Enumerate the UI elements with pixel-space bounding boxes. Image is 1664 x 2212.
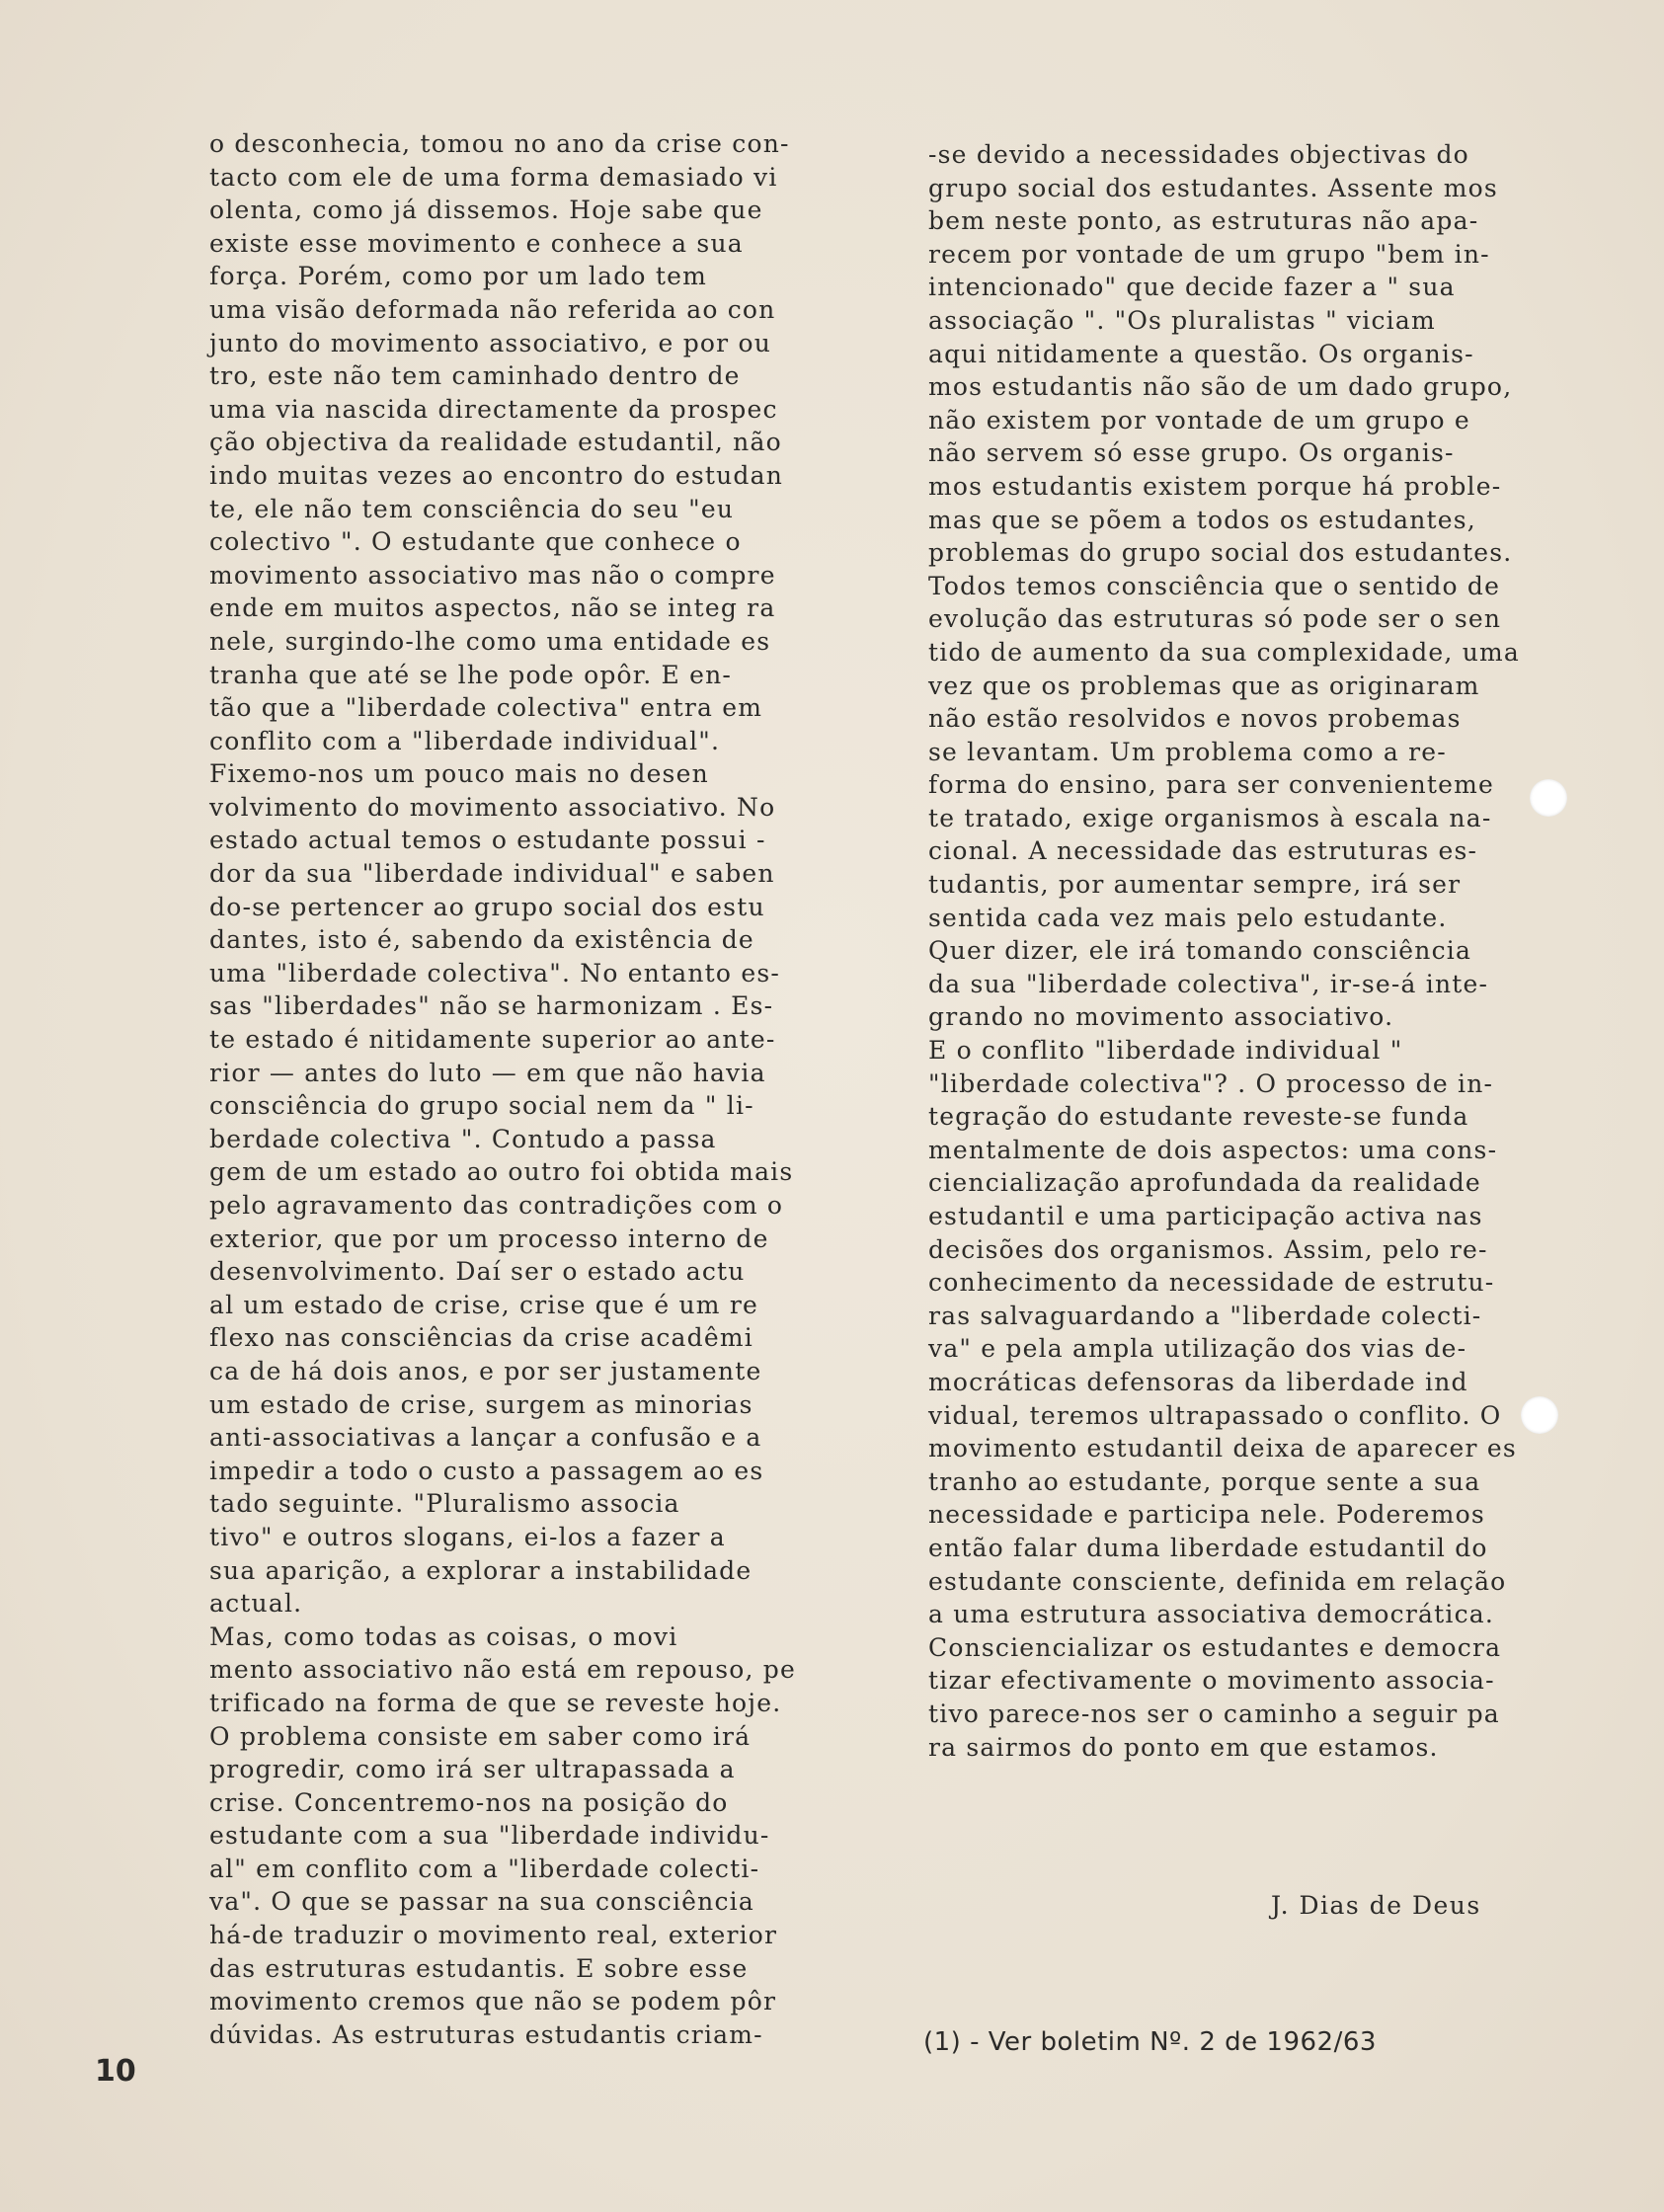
text-line: tegração do estudante reveste-se funda bbox=[928, 1102, 1469, 1132]
text-line: estudante com a sua "liberdade individu- bbox=[209, 1821, 770, 1851]
text-line: ciencialização aprofundada da realidade bbox=[928, 1168, 1481, 1198]
text-line: grupo social dos estudantes. Assente mos bbox=[928, 173, 1498, 202]
text-line: da sua "liberdade colectiva", ir-se-á inte- bbox=[928, 969, 1489, 998]
text-line: dúvidas. As estruturas estudantis criam- bbox=[209, 2019, 763, 2049]
text-line: anti-associativas a lançar a confusão e a bbox=[209, 1423, 762, 1453]
text-line: uma visão deformada não referida ao con bbox=[209, 294, 776, 324]
text-line: tivo parece-nos ser o caminho a seguir pa bbox=[928, 1698, 1500, 1728]
text-line: a uma estrutura associativa democrática. bbox=[928, 1600, 1495, 1629]
text-line: impedir a todo o custo a passagem ao es bbox=[209, 1456, 764, 1485]
text-line: tizar efectivamente o movimento associa- bbox=[928, 1666, 1495, 1696]
text-line: grando no movimento associativo. bbox=[928, 1002, 1394, 1032]
text-line: Todos temos consciência que o sentido de bbox=[928, 571, 1501, 600]
text-line: indo muitas vezes ao encontro do estudan bbox=[209, 460, 784, 490]
text-line: volvimento do movimento associativo. No bbox=[209, 792, 776, 822]
text-line: problemas do grupo social dos estudantes. bbox=[928, 538, 1513, 568]
text-line: colectivo ". O estudante que conhece o bbox=[209, 527, 742, 557]
text-line: bem neste ponto, as estruturas não apa- bbox=[928, 206, 1479, 236]
text-line: va" e pela ampla utilização dos vias de- bbox=[928, 1334, 1467, 1364]
text-line: movimento estudantil deixa de aparecer es bbox=[928, 1434, 1517, 1463]
text-line: mento associativo não está em repouso, pe bbox=[209, 1655, 796, 1685]
text-line: não estão resolvidos e novos probemas bbox=[928, 704, 1462, 734]
text-line: Fixemo-nos um pouco mais no desen bbox=[209, 759, 709, 789]
text-line: va". O que se passar na sua consciência bbox=[209, 1887, 754, 1917]
text-line: aqui nitidamente a questão. Os organis- bbox=[928, 339, 1474, 368]
text-line: decisões dos organismos. Assim, pelo re- bbox=[928, 1234, 1488, 1264]
text-line: estudante consciente, definida em relação bbox=[928, 1566, 1507, 1596]
text-line: tudantis, por aumentar sempre, irá ser bbox=[928, 870, 1462, 900]
text-line: movimento cremos que não se podem pôr bbox=[209, 1987, 777, 2016]
text-line: dor da sua "liberdade individual" e saben bbox=[209, 859, 775, 889]
text-line: mocráticas defensoras da liberdade ind bbox=[928, 1367, 1468, 1396]
text-line: sentida cada vez mais pelo estudante. bbox=[928, 903, 1448, 932]
text-line: dantes, isto é, sabendo da existência de bbox=[209, 925, 754, 955]
text-line: tranha que até se lhe pode opôr. E en- bbox=[209, 660, 733, 689]
text-line: não existem por vontade de um grupo e bbox=[928, 405, 1470, 434]
text-line: te, ele não tem consciência do seu "eu bbox=[209, 494, 735, 523]
text-line: recem por vontade de um grupo "bem in- bbox=[928, 239, 1490, 269]
text-line: necessidade e participa nele. Poderemos bbox=[928, 1500, 1485, 1530]
text-line: trificado na forma de que se reveste hoje. bbox=[209, 1688, 782, 1717]
text-line: então falar duma liberdade estudantil do bbox=[928, 1533, 1488, 1562]
text-line: uma "liberdade colectiva". No entanto es- bbox=[209, 958, 780, 988]
text-line: tranho ao estudante, porque sente a sua bbox=[928, 1466, 1481, 1496]
author-signature: J. Dias de Deus bbox=[1271, 1891, 1481, 1920]
text-line: cional. A necessidade das estruturas es- bbox=[928, 836, 1478, 866]
text-line: ras salvaguardando a "liberdade colecti- bbox=[928, 1301, 1482, 1330]
text-line: rior — antes do luto — em que não havia bbox=[209, 1058, 766, 1087]
text-line: vidual, teremos ultrapassado o conflito. O bbox=[928, 1400, 1502, 1430]
text-line: existe esse movimento e conhece a sua bbox=[209, 228, 744, 258]
text-line: Mas, como todas as coisas, o movi bbox=[209, 1621, 678, 1651]
text-line: sua aparição, a explorar a instabilidade bbox=[209, 1555, 753, 1585]
text-line: te estado é nitidamente superior ao ante- bbox=[209, 1025, 776, 1055]
text-line: conhecimento da necessidade de estrutu- bbox=[928, 1268, 1495, 1298]
text-line: tido de aumento da sua complexidade, uma bbox=[928, 637, 1521, 667]
text-line: al" em conflito com a "liberdade colecti- bbox=[209, 1854, 760, 1883]
text-line: Quer dizer, ele irá tomando consciência bbox=[928, 936, 1472, 966]
text-line: exterior, que por um processo interno de bbox=[209, 1224, 769, 1253]
page-number: 10 bbox=[95, 2054, 136, 2089]
text-line: E o conflito "liberdade individual " bbox=[928, 1036, 1403, 1066]
text-line: ção objectiva da realidade estudantil, não bbox=[209, 428, 782, 457]
text-line: mos estudantis não são de um dado grupo, bbox=[928, 372, 1513, 402]
text-line: conflito com a "liberdade individual". bbox=[209, 726, 721, 755]
text-line: actual. bbox=[209, 1589, 303, 1619]
text-line: tivo" e outros slogans, ei-los a fazer a bbox=[209, 1522, 726, 1551]
punch-hole-top bbox=[1530, 779, 1567, 817]
text-line: junto do movimento associativo, e por ou bbox=[209, 328, 771, 357]
text-line: O problema consiste em saber como irá bbox=[209, 1721, 752, 1751]
text-line: estudantil e uma participação activa nas bbox=[928, 1202, 1483, 1230]
text-line: gem de um estado ao outro foi obtida mais bbox=[209, 1157, 794, 1187]
text-line: al um estado de crise, crise que é um re bbox=[209, 1290, 758, 1319]
left-text-column bbox=[209, 127, 796, 2051]
text-line: tacto com ele de uma forma demasiado vi bbox=[209, 162, 778, 192]
text-line: flexo nas consciências da crise acadêmi bbox=[209, 1323, 753, 1353]
text-line: vez que os problemas que as originaram bbox=[928, 671, 1480, 700]
text-line: associação ". "Os pluralistas " viciam bbox=[928, 305, 1436, 335]
punch-hole-bottom bbox=[1521, 1396, 1558, 1434]
text-line: pelo agravamento das contradições com o bbox=[209, 1191, 784, 1220]
text-line: sas "liberdades" não se harmonizam . Es- bbox=[209, 991, 774, 1021]
text-line: Consciencializar os estudantes e democra bbox=[928, 1632, 1502, 1662]
text-line: mas que se põem a todos os estudantes, bbox=[928, 505, 1476, 534]
text-line: consciência do grupo social nem da " li- bbox=[209, 1091, 754, 1121]
text-line: forma do ensino, para ser convenienteme bbox=[928, 770, 1495, 800]
text-line: ra sairmos do ponto em que estamos. bbox=[928, 1732, 1439, 1762]
text-line: crise. Concentremo-nos na posição do bbox=[209, 1787, 729, 1817]
right-text-column bbox=[928, 138, 1520, 1764]
text-line: um estado de crise, surgem as minorias bbox=[209, 1389, 753, 1419]
text-line: -se devido a necessidades objectivas do bbox=[928, 140, 1469, 169]
text-line: mentalmente de dois aspectos: uma cons- bbox=[928, 1135, 1498, 1164]
text-line: uma via nascida directamente da prospec bbox=[209, 394, 778, 424]
text-line: ca de há dois anos, e por ser justamente bbox=[209, 1356, 762, 1385]
text-line: se levantam. Um problema como a re- bbox=[928, 737, 1447, 766]
text-line: evolução das estruturas só pode ser o sen bbox=[928, 604, 1502, 634]
text-line: não servem só esse grupo. Os organis- bbox=[928, 438, 1455, 468]
text-line: nele, surgindo-lhe como uma entidade es bbox=[209, 626, 771, 656]
text-line: tado seguinte. "Pluralismo associa bbox=[209, 1489, 680, 1519]
text-line: te tratado, exige organismos à escala na- bbox=[928, 803, 1492, 832]
text-line: do-se pertencer ao grupo social dos estu bbox=[209, 892, 765, 921]
text-line: estado actual temos o estudante possui - bbox=[209, 826, 766, 855]
text-line: tão que a "liberdade colectiva" entra em bbox=[209, 693, 763, 723]
text-line: o desconhecia, tomou no ano da crise con- bbox=[209, 129, 790, 158]
text-line: olenta, como já dissemos. Hoje sabe que bbox=[209, 196, 763, 225]
text-line: das estruturas estudantis. E sobre esse bbox=[209, 1953, 749, 1983]
text-line: "liberdade colectiva"? . O processo de in- bbox=[928, 1068, 1494, 1098]
text-line: mos estudantis existem porque há proble- bbox=[928, 471, 1502, 501]
text-line: força. Porém, como por um lado tem bbox=[209, 262, 707, 291]
text-line: progredir, como irá ser ultrapassada a bbox=[209, 1755, 736, 1784]
text-line: ende em muitos aspectos, não se integ ra bbox=[209, 593, 776, 623]
text-line: tro, este não tem caminhado dentro de bbox=[209, 361, 741, 391]
text-line: há-de traduzir o movimento real, exterior bbox=[209, 1921, 778, 1950]
text-line: desenvolvimento. Daí ser o estado actu bbox=[209, 1257, 746, 1287]
text-line: movimento associativo mas não o compre bbox=[209, 560, 776, 590]
text-line: berdade colectiva ". Contudo a passa bbox=[209, 1124, 717, 1153]
text-line: intencionado" que decide fazer a " sua bbox=[928, 273, 1456, 302]
footnote: (1) - Ver boletim Nº. 2 de 1962/63 bbox=[923, 2027, 1377, 2057]
